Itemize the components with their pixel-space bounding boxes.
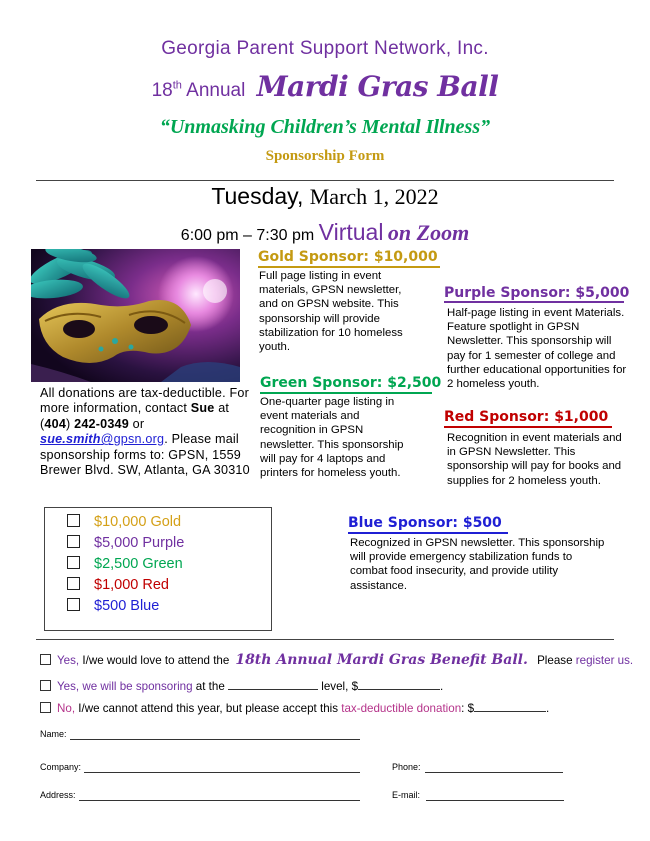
event-day: Tuesday, [211, 183, 304, 209]
sponsor-level-blank[interactable] [228, 679, 318, 690]
level-green-option[interactable] [67, 554, 183, 574]
contact-close-paren: ) [66, 416, 75, 431]
phone-label: Phone: [392, 762, 421, 772]
sponsor-end: . [440, 680, 444, 693]
event-virtual: Virtual [318, 219, 384, 245]
level-blue-label: $500 Blue [94, 598, 160, 614]
level-green-label: $2,500 Green [94, 556, 183, 572]
red-sponsor-title: Red Sponsor: $1,000 [444, 409, 609, 425]
level-gold-option[interactable] [67, 512, 181, 532]
blue-sponsor-description: Recognized in GPSN newsletter. This sponsorship will provide emergency stabilization funds to combat food insecurity, and provide utility assistance. [350, 537, 605, 592]
gold-sponsor-underline [258, 266, 440, 268]
event-title [0, 70, 650, 103]
donation-option [40, 701, 549, 715]
company-label: Company: [40, 762, 82, 772]
purple-sponsor-title: Purple Sponsor: $5,000 [444, 285, 630, 301]
name-field[interactable] [70, 739, 360, 740]
email-field[interactable] [426, 800, 564, 801]
level-purple-option[interactable] [67, 533, 184, 553]
gold-sponsor-description: Full page listing in event materials, GPSN newsletter, and on GPSN website. This sponsorship will provide stabilization for 10 homeless youth. [259, 270, 403, 354]
level-green-checkbox[interactable] [67, 556, 80, 569]
donation-amount-blank[interactable] [474, 701, 546, 712]
edition-number: 18 [151, 80, 173, 101]
donation-checkbox[interactable] [40, 702, 51, 713]
divider-top [36, 180, 614, 181]
tagline: “Unmasking Children’s Mental Illness” [159, 116, 491, 138]
level-red-option[interactable] [67, 575, 169, 595]
contact-at: at ( [40, 401, 230, 431]
sponsor-option [40, 679, 443, 693]
attend-option [40, 652, 633, 668]
event-script-title: Mardi Gras Ball [256, 70, 499, 103]
level-purple-checkbox[interactable] [67, 535, 80, 548]
edition-suffix: th [172, 79, 182, 92]
level-gold-label: $10,000 Gold [94, 514, 182, 530]
divider-bottom [36, 639, 614, 640]
purple-sponsor-underline [444, 301, 624, 303]
address-label: Address: [40, 790, 76, 800]
level-blue-checkbox[interactable] [67, 598, 80, 611]
level-gold-checkbox[interactable] [67, 514, 80, 527]
donation-info [40, 386, 250, 478]
contact-email-domain[interactable]: @gpsn.org [100, 432, 165, 447]
organization-name: Georgia Parent Support Network, Inc. [161, 38, 489, 59]
form-title: Sponsorship Form [265, 148, 385, 164]
no-text: I/we cannot attend this year, but please accept this [78, 702, 339, 715]
sponsor-level: level, $ [321, 680, 359, 693]
event-date [0, 183, 650, 210]
purple-sponsor-description: Half-page listing in event Materials. Feature spotlight in GPSN Newsletter. This sponsorship will pay for 1 semester of college and further educational opportunities for 2 homeless youth. [447, 307, 627, 391]
no-end: . [546, 702, 550, 715]
attend-ball-script: 18th Annual Mardi Gras Benefit Ball. [235, 652, 528, 668]
no-donation: tax-deductible donation [341, 702, 462, 715]
phone-field[interactable] [425, 772, 563, 773]
event-time [0, 219, 650, 246]
event-on-zoom: on Zoom [387, 220, 470, 245]
sponsor-amount-blank[interactable] [358, 679, 440, 690]
level-red-label: $1,000 Red [94, 577, 169, 593]
attend-checkbox[interactable] [40, 654, 51, 665]
sponsorship-level-box [44, 507, 272, 631]
blue-sponsor-title: Blue Sponsor: $500 [348, 515, 502, 531]
red-sponsor-description: Recognition in event materials and in GPSN Newsletter. This sponsorship will pay for books and supplies for 2 homeless youth. [447, 432, 622, 487]
name-label: Name: [40, 729, 67, 739]
gold-sponsor-title: Gold Sponsor: $10,000 [258, 249, 438, 265]
contact-name: Sue [190, 401, 215, 416]
contact-phone: 242-0349 [74, 416, 129, 431]
attend-text: I/we would love to attend the [82, 654, 230, 667]
address-field[interactable] [79, 800, 360, 801]
edition-word: Annual [186, 80, 246, 101]
company-field[interactable] [84, 772, 360, 773]
level-blue-option[interactable] [67, 596, 159, 616]
attend-yes: Yes, [57, 654, 80, 667]
attend-register: register us. [575, 654, 634, 667]
event-date-text: March 1, 2022 [309, 184, 439, 209]
donation-intro: All donations are tax-deductible. For more information, contact [40, 386, 250, 416]
green-sponsor-title: Green Sponsor: $2,500 [260, 375, 442, 391]
event-time-range: 6:00 pm – 7:30 pm [180, 227, 315, 244]
sponsor-at: at the [195, 680, 225, 693]
mardi-gras-mask-photo [31, 249, 240, 382]
mailing-address: . Please mail sponsorship forms to: GPSN, 1559 Brewer Blvd. SW, Atlanta, GA 30310 [40, 432, 250, 478]
contact-email-user[interactable]: sue.smith [40, 432, 101, 447]
sponsor-yes: Yes, we will be sponsoring [57, 680, 193, 693]
email-label: E-mail: [392, 790, 421, 800]
sponsor-checkbox[interactable] [40, 680, 51, 691]
no-word: No, [57, 702, 76, 715]
contact-or: or [128, 416, 145, 431]
attend-please: Please [537, 654, 573, 667]
blue-sponsor-underline [348, 532, 508, 534]
green-sponsor-description: One-quarter page listing in event materials and recognition in GPSN newsletter. This sponsorship will pay for 4 laptops and printers for homeless youth. [260, 396, 404, 480]
no-amount: : $ [461, 702, 475, 715]
level-red-checkbox[interactable] [67, 577, 80, 590]
level-purple-label: $5,000 Purple [94, 535, 185, 551]
contact-area-code: 404 [44, 416, 67, 431]
red-sponsor-underline [444, 426, 612, 428]
green-sponsor-underline [260, 392, 432, 394]
